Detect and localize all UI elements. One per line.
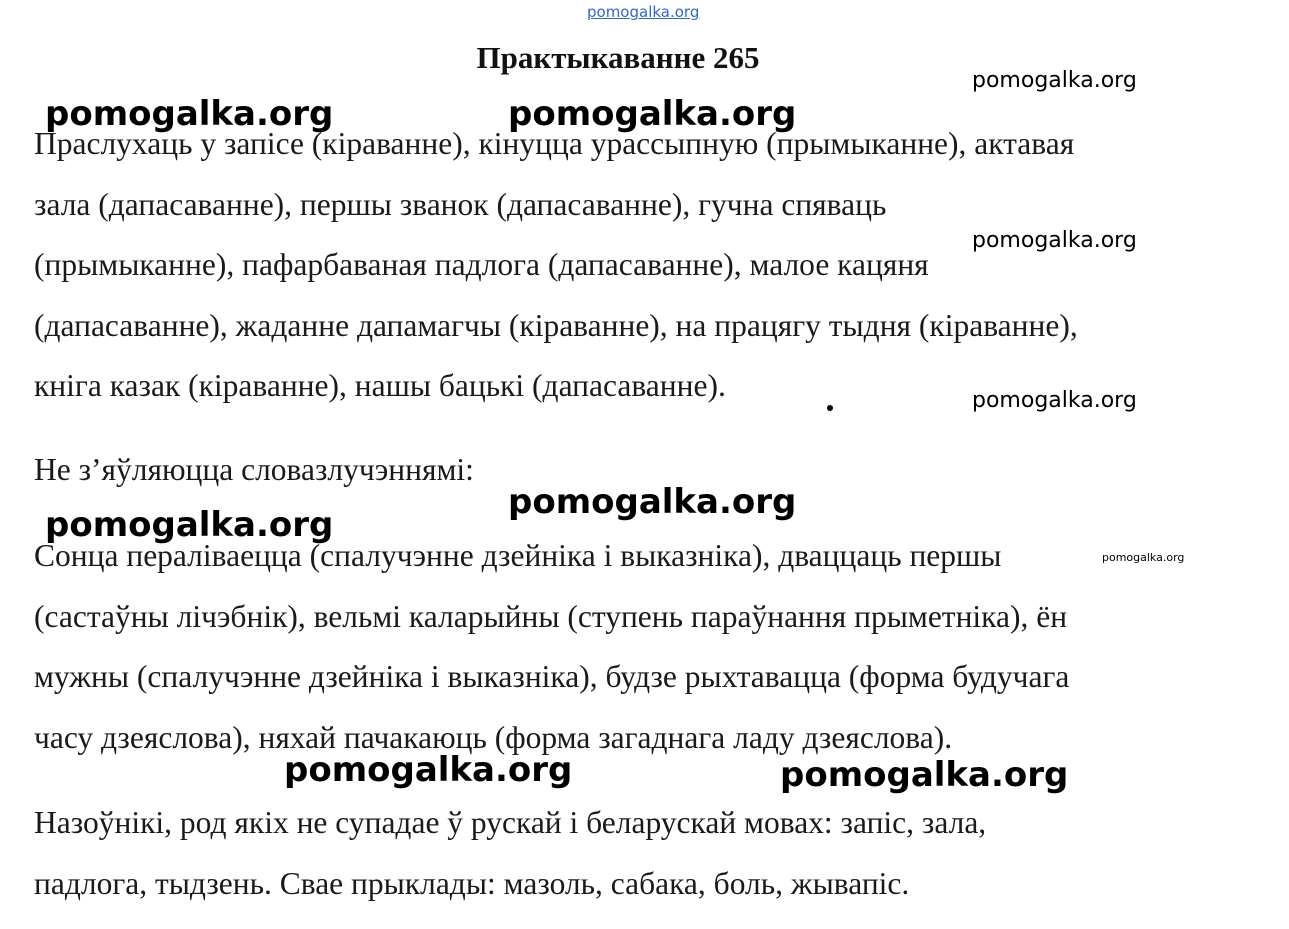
watermark: pomogalka.org xyxy=(45,94,334,134)
watermark: pomogalka.org xyxy=(508,94,797,134)
paragraph-not-collocations-heading xyxy=(34,440,474,501)
text-line: зала (дапасаванне), першы званок (дапасаванне), гучна спяваць xyxy=(34,186,887,222)
text-line: (прымыканне), пафарбаваная падлога (дапасаванне), малое кацяня xyxy=(34,247,929,282)
text-line: мужны (спалучэнне дзейніка і выказніка), будзе рыхтавацца (форма будучага xyxy=(34,659,1070,694)
watermark: pomogalka.org xyxy=(972,388,1137,413)
watermark: pomogalka.org xyxy=(1102,551,1185,564)
paragraph-nouns-gender xyxy=(34,793,986,914)
stray-dot xyxy=(827,405,833,411)
exercise-title: Практыкаванне 265 xyxy=(476,40,760,75)
text-line: Не з’яўляюцца словазлучэннямі: xyxy=(34,452,474,487)
text-line: Сонца пераліваецца (спалучэнне дзейніка і выказніка), дваццаць першы xyxy=(34,538,1002,573)
text-line: кніга казак (кіраванне), нашы бацькі (дапасаванне). xyxy=(34,368,726,403)
watermark: pomogalka.org xyxy=(972,228,1137,253)
watermark: pomogalka.org xyxy=(284,750,573,790)
text-line: (дапасаванне), жаданне дапамагчы (кіраванне), на працягу тыдня (кіраванне), xyxy=(34,307,1078,343)
watermark: pomogalka.org xyxy=(508,482,797,522)
text-line: Праслухаць у запісе (кіраванне), кінуцца урассыпную (прымыканне), актавая xyxy=(34,126,1075,161)
watermark: pomogalka.org xyxy=(45,505,334,545)
paragraph-not-collocations xyxy=(34,526,1069,768)
text-line: часу дзеяслова), няхай пачакаюць (форма загаднага ладу дзеяслова). xyxy=(34,719,953,755)
text-line: (састаўны лічэбнік), вельмі каларыйны (ступень параўнання прыметніка), ён xyxy=(34,598,1068,634)
text-line: падлога, тыдзень. Свае прыклады: мазоль, сабака, боль, жывапіс. xyxy=(34,865,910,901)
watermark-top-link[interactable]: pomogalka.org xyxy=(587,3,700,21)
text-line: Назоўнікі, род якіх не супадае ў рускай і беларускай мовах: запіс, зала, xyxy=(34,805,987,840)
watermark: pomogalka.org xyxy=(972,68,1137,93)
paragraph-collocations xyxy=(34,114,1078,417)
watermark: pomogalka.org xyxy=(780,755,1069,795)
